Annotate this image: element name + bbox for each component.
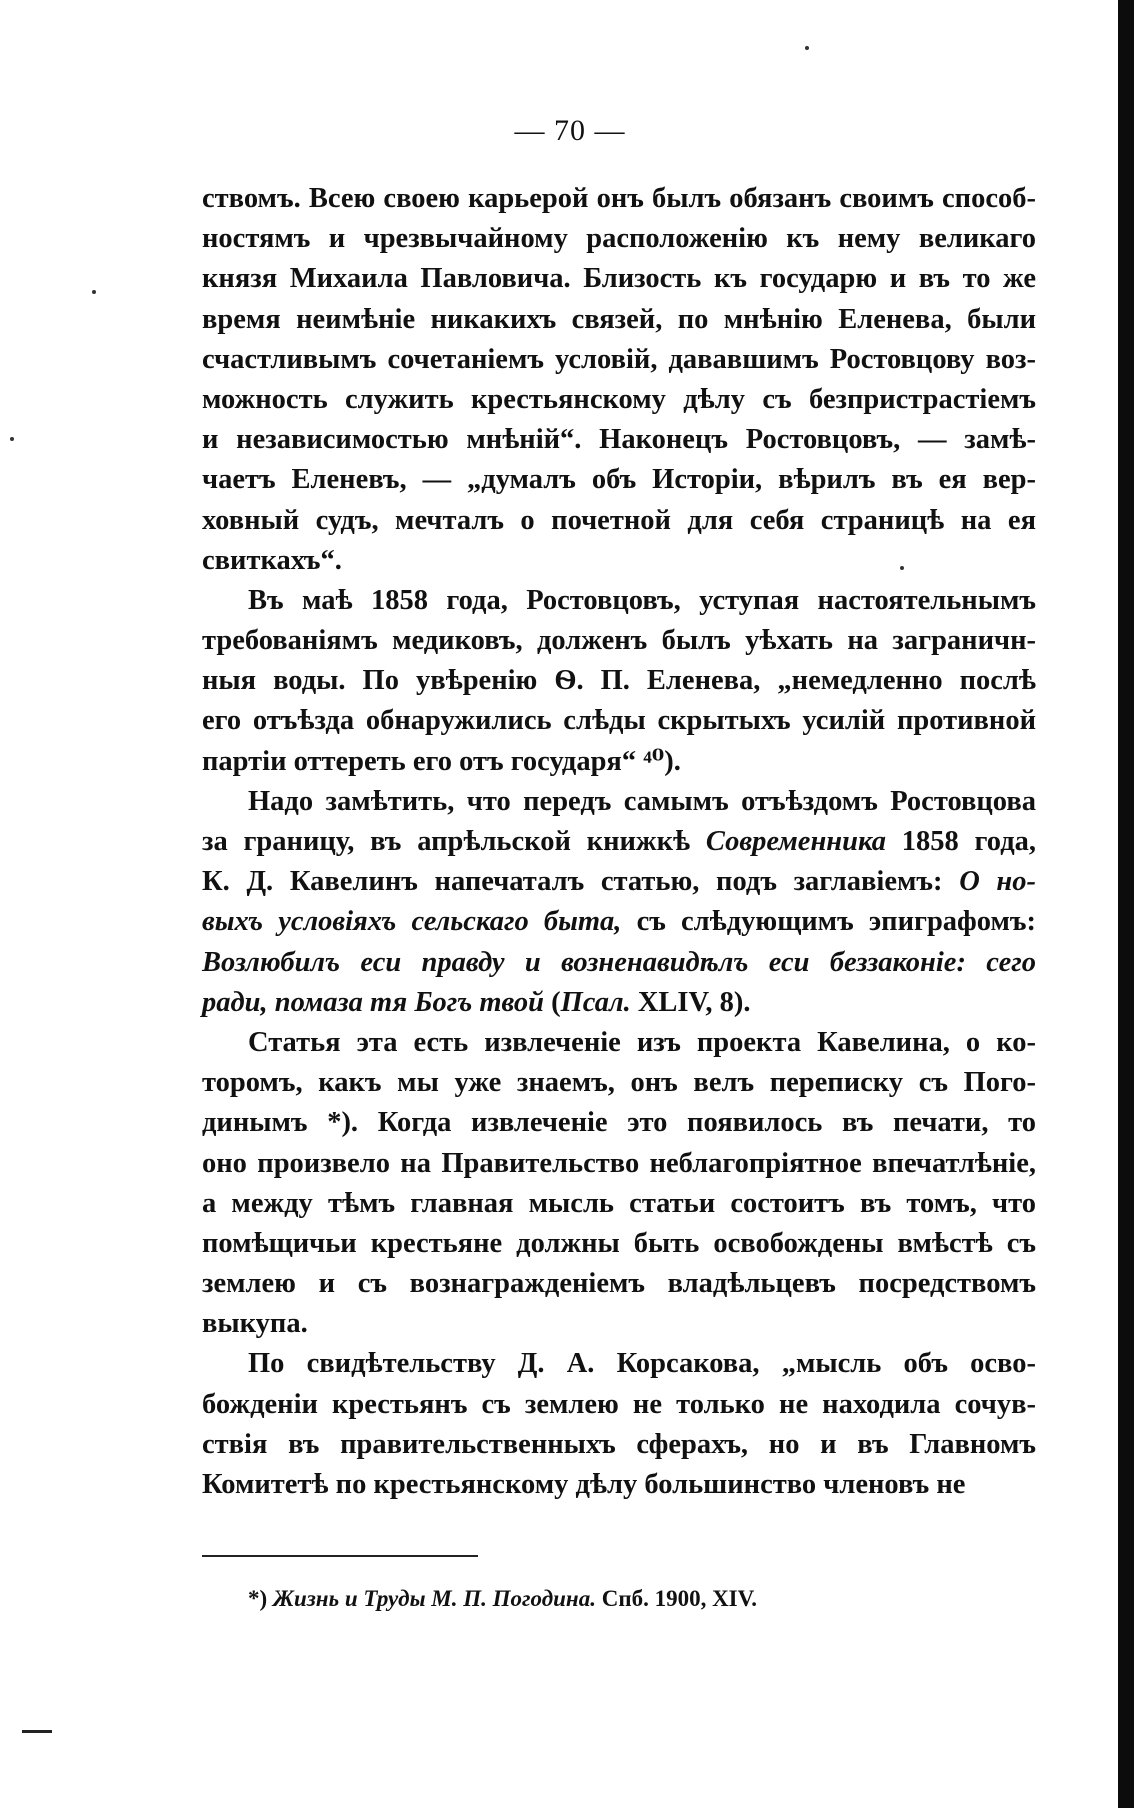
text-segment: счастливымъ сочетаніемъ условій, дававшимъ Ростовцову воз- [202,343,1036,375]
text-line [202,179,1036,219]
paragraph [202,1023,1036,1345]
text-segment: торомъ, какъ мы уже знаемъ, онъ велъ переписку съ Пого- [202,1067,1036,1099]
text-line [202,300,1036,340]
text-segment: божденіи крестьянъ съ землею не только не находила сочув- [202,1388,1036,1420]
text-line [202,501,1036,541]
text-line [202,460,1036,500]
text-segment: а между тѣмъ главная мысль статьи состоитъ въ томъ, что [202,1187,1036,1219]
footnote-title: Жизнь и Труды М. П. Погодина. [272,1586,596,1611]
text-segment: партіи оттереть его отъ государя“ ⁴⁰). [202,745,681,777]
text-segment: динымъ *). Когда извлеченіе это появилось въ печати, то [202,1107,1036,1139]
text-segment: По свидѣтельству Д. А. Корсакова, „мысль объ осво- [248,1348,1036,1380]
text-line [202,1144,1036,1184]
text-segment: Въ маѣ 1858 года, Ростовцовъ, уступая настоятельнымъ [248,584,1036,616]
text-segment: 1858 года, [885,826,1036,857]
paragraph [202,179,1036,581]
text-segment: ныя воды. По увѣренію Ѳ. П. Еленева, „немедленно послѣ [202,665,1036,697]
text-segment: Комитетѣ по крестьянскому дѣлу большинство членовъ не [202,1469,966,1500]
text-line [202,1465,1036,1505]
text-line [202,621,1036,661]
body-text [202,179,1036,1505]
text-line [202,1224,1036,1264]
margin-speck [900,566,904,570]
text-line [202,1304,1036,1344]
text-segment: чаетъ Еленевъ, — „думалъ объ Исторіи, вѣрилъ въ ея вер- [202,464,1036,496]
text-segment: ствомъ. Всею своею карьерой онъ былъ обязанъ своимъ способ- [202,183,1036,214]
text-line [202,1103,1036,1143]
margin-speck [92,290,96,294]
italic-text-segment: выхъ условіяхъ сельскаго быта, [202,906,622,938]
text-line [202,420,1036,460]
text-line [202,782,1036,822]
text-line [202,1385,1036,1425]
text-line [202,541,1036,581]
text-segment: ховный судъ, мечталъ о почетной для себя страницѣ на ея [202,504,1036,536]
margin-dash [22,1730,52,1733]
text-segment: и независимостью мнѣній“. Наконецъ Ростовцовъ, — замѣ- [202,424,1036,456]
text-line [202,742,1036,782]
italic-text-segment: Современника [705,826,886,857]
margin-speck [805,46,809,50]
text-line [202,581,1036,621]
text-line [202,902,1036,942]
text-segment: время неимѣніе никакихъ связей, по мнѣнію Еленева, были [202,303,1036,335]
page-number: — 70 — [514,114,626,147]
text-line [202,943,1036,983]
text-line [202,1063,1036,1103]
text-line [202,219,1036,259]
text-segment: можность служить крестьянскому дѣлу съ безпристрастіемъ [202,383,1036,415]
text-segment: ствія въ правительственныхъ сферахъ, но и въ Главномъ [202,1428,1036,1460]
margin-speck [10,437,14,441]
footnote-marker: *) [248,1586,273,1611]
text-line [202,259,1036,299]
text-segment: землею и съ вознагражденіемъ владѣльцевъ посредствомъ [202,1268,1036,1300]
text-segment: оно произвело на Правительство неблагопріятное впечатлѣніе, [202,1147,1036,1179]
text-segment: Статья эта есть извлеченіе изъ проекта Кавелина, о ко- [248,1026,1036,1058]
text-segment: съ слѣдующимъ эпиграфомъ: [621,906,1037,938]
italic-text-segment: Возлюбилъ еси правду и возненавидѣлъ еси беззаконіе: сего [202,946,1036,978]
text-line [202,1184,1036,1224]
text-line [202,340,1036,380]
italic-text-segment: ради, помаза тя Богъ твой [202,986,544,1018]
paragraph [202,1344,1036,1505]
book-spine-shadow [1118,0,1134,1808]
text-segment: Надо замѣтить, что передъ самымъ отъѣздомъ Ростовцова [248,785,1036,817]
text-line [202,822,1036,862]
text-segment: XLIV, 8). [630,986,751,1018]
italic-text-segment: Псал. [560,986,631,1018]
text-segment: требованіямъ медиковъ, долженъ былъ уѣхать на заграничн- [202,625,1036,657]
text-line [202,862,1036,902]
text-line [202,661,1036,701]
text-line [202,1425,1036,1465]
text-segment: К. Д. Кавелинъ напечаталъ статью, подъ заглавіемъ: [202,866,960,898]
footnote-publication: Спб. 1900, XIV. [595,1586,758,1611]
footnote [248,1586,757,1612]
text-segment: ностямъ и чрезвычайному расположенію къ нему великаго [202,223,1036,255]
text-segment: за границу, въ апрѣльской книжкѣ [202,826,706,857]
text-segment: его отъѣзда обнаружились слѣды скрытыхъ усилій противной [202,705,1036,737]
text-segment: князя Михаила Павловича. Близость къ государю и въ то же [202,263,1036,295]
paragraph [202,581,1036,782]
text-line [202,1023,1036,1063]
text-segment: свиткахъ“. [202,544,342,576]
text-line [202,1344,1036,1384]
text-line [202,380,1036,420]
text-segment: помѣщичьи крестьяне должны быть освобождены вмѣстѣ съ [202,1227,1036,1259]
text-segment: выкупа. [202,1308,308,1340]
text-line [202,1264,1036,1304]
footnote-divider [202,1555,478,1557]
text-line [202,983,1036,1023]
text-line [202,701,1036,741]
paragraph [202,782,1036,1023]
text-segment: ( [544,986,561,1018]
italic-text-segment: О но- [959,866,1036,898]
